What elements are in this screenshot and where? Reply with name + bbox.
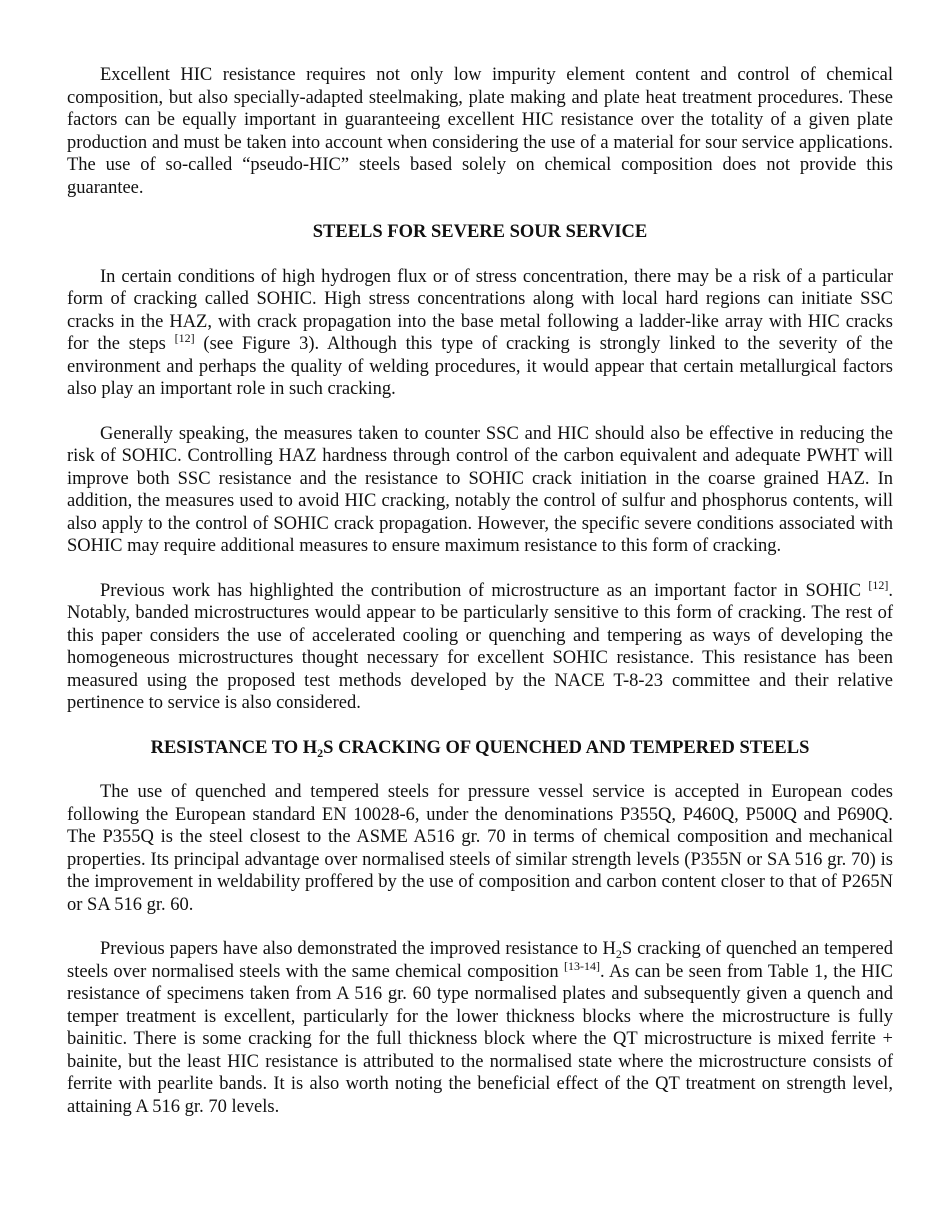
subscript: 2 [317, 745, 324, 760]
paragraph-microstructure [67, 577, 893, 715]
section-heading-severe-sour-service [67, 221, 893, 244]
paragraph-text: Generally speaking, the measures taken to counter SSC and HIC should also be effective in reducing the risk of SOHIC. Controlling HAZ hardness through control of the carbon equivalent and adequate PWHT will improve both SSC resistance and the resistance to SOHIC crack initiation in the coarse grained HAZ. In addition, the measures used to avoid HIC cracking, notably the control of sulfur and phosphorus contents, will also apply to the control of SOHIC crack propagation. However, the specific severe conditions associated with SOHIC may require additional measures to ensure maximum resistance to this form of cracking. [67, 423, 893, 556]
paragraph-hic-resistance [67, 64, 893, 199]
heading-text: S CRACKING OF QUENCHED AND TEMPERED STEELS [323, 737, 810, 758]
heading-text: RESISTANCE TO H [150, 737, 318, 758]
paragraph-sohic-measures [67, 423, 893, 558]
paragraph-european-codes [67, 781, 893, 916]
paragraph-text: S cracking of quenched an tempered steels over normalised steels with the same chemical composition [67, 939, 893, 982]
paragraph-text: (see Figure 3). Although this type of cracking is strongly linked to the severity of the environment and perhaps the quality of welding procedures, it would appear that certain metallurgical factors also play an important role in such cracking. [67, 334, 893, 399]
paragraph-previous-papers [67, 938, 893, 1118]
paragraph-text: The use of quenched and tempered steels for pressure vessel service is accepted in European codes following the European standard EN 10028-6, under the denominations P355Q, P460Q, P500Q and P690Q. The P355Q is the steel closest to the ASME A516 gr. 70 in terms of chemical composition and mechanical properties. Its principal advantage over normalised steels of similar strength levels (P355N or SA 516 gr. 70) is the improvement in weldability proffered by the use of composition and carbon content closer to that of P265N or SA 516 gr. 60. [67, 782, 893, 915]
paragraph-sohic-intro [67, 266, 893, 401]
heading-text: STEELS FOR SEVERE SOUR SERVICE [312, 222, 648, 242]
citation-ref: [13-14] [564, 958, 601, 973]
citation-ref: [12] [174, 331, 195, 345]
paragraph-text: Previous papers have also demonstrated the improved resistance to H [100, 939, 616, 959]
paragraph-text: . As can be seen from Table 1, the HIC resistance of specimens taken from A 516 gr. 60 type normalised plates and subsequently given a quench and temper treatment is excellent, particularly for the lower thickness blocks where the microstructure is fully bainitic. There is some cracking for the full thickness block where the QT microstructure is mixed ferrite + bainite, but the least HIC resistance is attributed to the normalised state where the microstructure consists of ferrite with pearlite bands. It is also worth noting the beneficial effect of the QT treatment on strength level, attaining A 516 gr. 70 levels. [67, 961, 893, 1117]
paragraph-text: In certain conditions of high hydrogen flux or of stress concentration, there may be a risk of a particular form of cracking called SOHIC. High stress concentrations along with local hard regions can initiate SSC cracks in the HAZ, with crack propagation into the base metal following a ladder-like array with HIC cracks for the steps [67, 266, 893, 354]
subscript: 2 [615, 947, 622, 961]
citation-ref: [12] [868, 577, 889, 592]
paragraph-text: Previous work has highlighted the contribution of microstructure as an important factor in SOHIC [100, 580, 869, 601]
section-heading-quenched-tempered [67, 737, 893, 760]
paragraph-text: . Notably, banded microstructures would appear to be particularly sensitive to this form of cracking. The rest of this paper considers the use of accelerated cooling or quenching and tempering as ways of developing the homogeneous microstructures thought necessary for excellent SOHIC resistance. This resistance has been measured using the proposed test methods developed by the NACE T-8-23 committee and their relative pertinence to service is also considered. [67, 580, 893, 713]
paragraph-text: Excellent HIC resistance requires not only low impurity element content and control of chemical composition, but also specially-adapted steelmaking, plate making and plate heat treatment procedures. These factors can be equally important in guaranteeing excellent HIC resistance over the totality of a given plate production and must be taken into account when considering the use of a material for sour service applications. The use of so-called “pseudo-HIC” steels based solely on chemical composition does not provide this guarantee. [67, 65, 893, 198]
